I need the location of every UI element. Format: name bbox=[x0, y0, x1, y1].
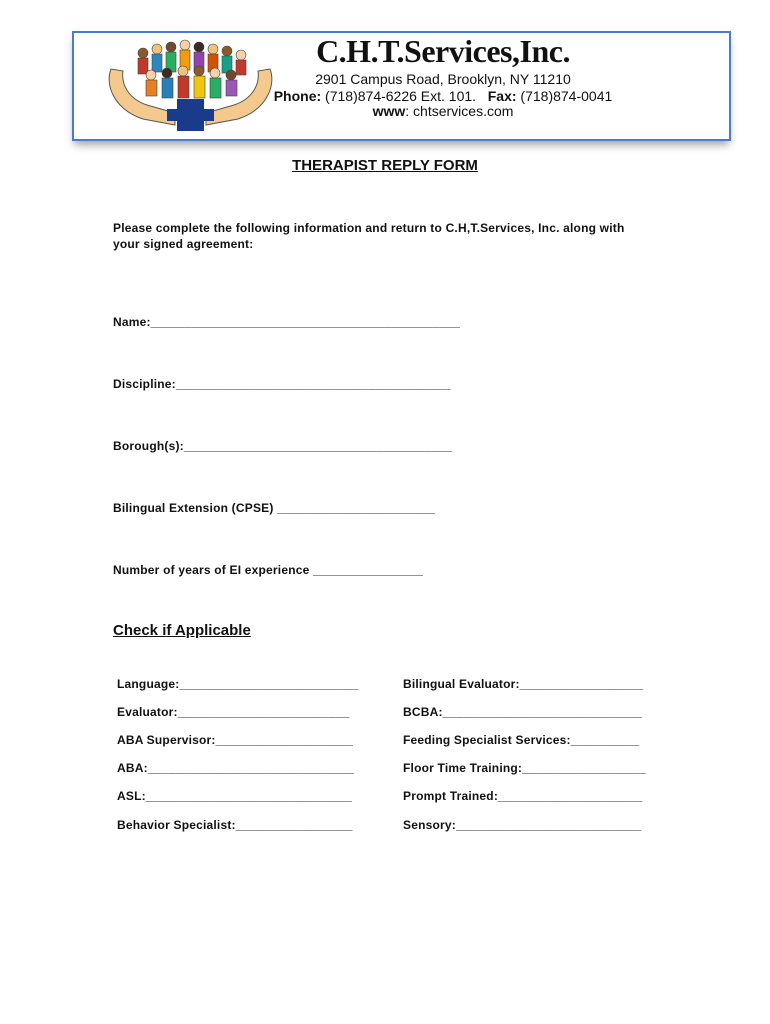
phone-label: Phone: bbox=[273, 88, 322, 104]
prompt-trained-option[interactable]: Prompt Trained:_____________________ bbox=[403, 789, 643, 803]
company-name: C.H.T.Services,Inc. bbox=[316, 33, 570, 69]
phone-value: (718)874-6226 Ext. 101. bbox=[321, 88, 488, 104]
sensory-option[interactable]: Sensory:___________________________ bbox=[403, 818, 642, 832]
feeding-specialist-option[interactable]: Feeding Specialist Services:__________ bbox=[403, 733, 640, 747]
floor-time-training-option[interactable]: Floor Time Training:__________________ bbox=[403, 761, 646, 775]
aba-option[interactable]: ABA:______________________________ bbox=[117, 761, 355, 775]
website-label: www bbox=[372, 103, 406, 119]
name-field[interactable]: Name:_____________________________________________ bbox=[113, 315, 461, 329]
aba-supervisor-option[interactable]: ABA Supervisor:____________________ bbox=[117, 733, 354, 747]
hands-holding-people-logo bbox=[103, 39, 278, 131]
form-instructions: Please complete the following information and return to C.H,T.Services, Inc. along with your signed agreement: bbox=[113, 221, 625, 251]
bcba-option[interactable]: BCBA:_____________________________ bbox=[403, 705, 643, 719]
fax-label: Fax: bbox=[487, 88, 517, 104]
company-address: 2901 Campus Road, Brooklyn, NY 11210 bbox=[315, 71, 571, 87]
evaluator-option[interactable]: Evaluator:_________________________ bbox=[117, 705, 350, 719]
behavior-specialist-option[interactable]: Behavior Specialist:_________________ bbox=[117, 818, 353, 832]
form-title: THERAPIST REPLY FORM bbox=[292, 157, 478, 174]
ei-experience-field[interactable]: Number of years of EI experience ________________ bbox=[113, 563, 423, 577]
fax-value: (718)874-0041 bbox=[516, 88, 613, 104]
company-website bbox=[268, 103, 618, 119]
company-contact bbox=[268, 88, 618, 104]
asl-option[interactable]: ASL:______________________________ bbox=[117, 789, 353, 803]
language-option[interactable]: Language:__________________________ bbox=[117, 677, 359, 691]
boroughs-field[interactable]: Borough(s):_______________________________________ bbox=[113, 439, 452, 453]
bilingual-extension-field[interactable]: Bilingual Extension (CPSE) _______________________ bbox=[113, 501, 436, 515]
discipline-field[interactable]: Discipline:________________________________________ bbox=[113, 377, 451, 391]
website-value: : chtservices.com bbox=[405, 103, 514, 119]
check-if-applicable-heading: Check if Applicable bbox=[113, 622, 251, 639]
bilingual-evaluator-option[interactable]: Bilingual Evaluator:__________________ bbox=[403, 677, 644, 691]
